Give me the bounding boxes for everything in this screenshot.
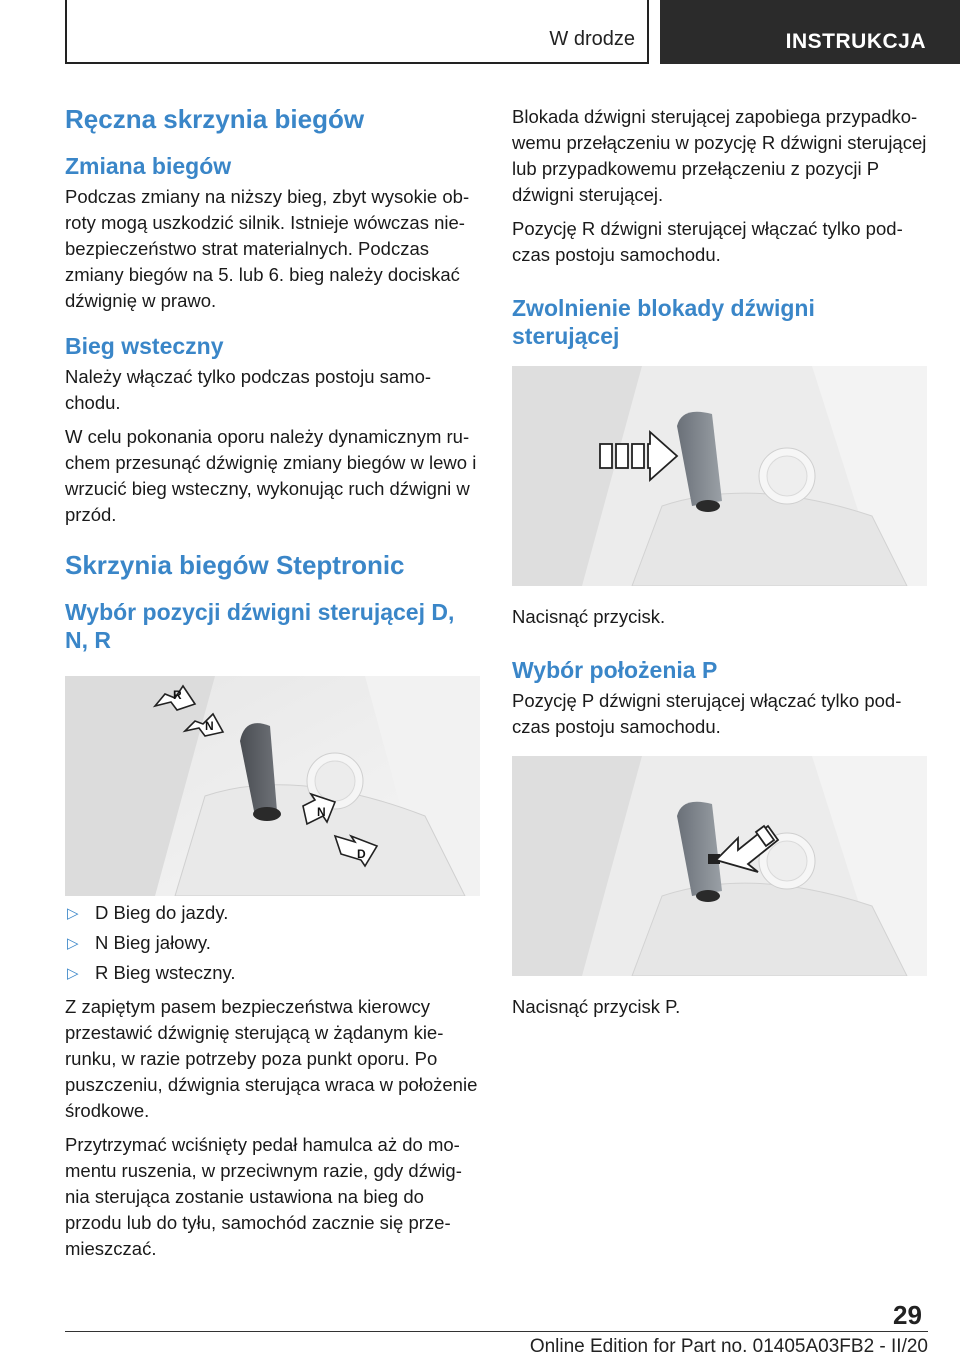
heading-select-p: Wybór położenia P xyxy=(512,657,718,683)
footer-edition: Online Edition for Part no. 01405A03FB2 - II/20 xyxy=(529,1336,928,1357)
figure-release-button xyxy=(512,366,927,586)
paragraph-p-only: Pozycję P dźwigni sterującej włączać tylko podczas postoju samochodu. xyxy=(512,690,902,737)
figure-label-n-bottom: N xyxy=(317,805,326,819)
paragraph-shifting: Podczas zmiany na niższy bieg, zbyt wysokie obroty mogą uszkodzić silnik. Istnieje wówczas niebezpieczeństwo strat materialnych. Podczas zmiany biegów na 5. lub 6. bieg należy dociskać dźwignię w prawo. xyxy=(65,186,470,311)
caption-press-p-button: Nacisnąć przycisk P. xyxy=(512,996,681,1017)
heading-manual-gearbox: Ręczna skrzynia biegów xyxy=(65,104,365,134)
chapter-tab: INSTRUKCJA xyxy=(660,0,960,64)
list-item: ▷ D Bieg do jazdy. xyxy=(65,900,480,926)
paragraph-seatbelt: Z zapiętym pasem bezpieczeństwa kierowcy przestawić dźwignię sterującą w żądanym kierunku, w razie potrzeby poza punkt oporu. Po puszczeniu, dźwignia sterująca wraca w położenie środkowe. xyxy=(65,996,478,1121)
heading-shifting: Zmiana biegów xyxy=(65,153,232,179)
heading-release-lock: Zwolnienie blokady dźwigni sterującej xyxy=(512,295,815,349)
footer-divider xyxy=(65,1331,928,1332)
left-column xyxy=(65,92,480,1262)
figure-p-button xyxy=(512,756,927,976)
figure-label-n-top: N xyxy=(205,719,214,733)
heading-reverse: Bieg wsteczny xyxy=(65,333,224,359)
figure-label-r: R xyxy=(173,688,182,702)
list-item: ▷ N Bieg jałowy. xyxy=(65,930,480,956)
paragraph-reverse-2: W celu pokonania oporu należy dynamicznym ruchem przesunąć dźwignię zmiany biegów w lewo i wrzucić bieg wsteczny, wykonując ruch dźwigni w przód. xyxy=(65,426,477,525)
header-frame xyxy=(65,0,649,64)
paragraph-r-only: Pozycję R dźwigni sterującej włączać tylko podczas postoju samochodu. xyxy=(512,218,903,265)
triangle-bullet-icon: ▷ xyxy=(67,905,79,922)
right-column xyxy=(512,92,928,1020)
section-title: W drodze xyxy=(549,28,635,50)
list-item: ▷ R Bieg wsteczny. xyxy=(65,960,480,986)
heading-steptronic: Skrzynia biegów Steptronic xyxy=(65,550,405,580)
triangle-bullet-icon: ▷ xyxy=(67,965,79,982)
figure-selector-lever-drn xyxy=(65,676,480,896)
triangle-bullet-icon: ▷ xyxy=(67,935,79,952)
figure-label-d: D xyxy=(357,847,366,861)
page-number: 29 xyxy=(893,1300,922,1330)
paragraph-lever-lock: Blokada dźwigni sterującej zapobiega przypadkowemu przełączeniu w pozycję R dźwigni sterującej lub przypadkowemu przełączeniu z pozycji P dźwigni sterującej. xyxy=(512,106,927,205)
paragraph-brake: Przytrzymać wciśnięty pedał hamulca aż do momentu ruszenia, w przeciwnym razie, gdy dźwignia sterująca zostanie ustawiona na bieg do przodu lub do tyłu, samochód zacznie się przemieszczać. xyxy=(65,1134,462,1259)
gear-position-list xyxy=(65,900,480,986)
caption-press-button: Nacisnąć przycisk. xyxy=(512,606,666,627)
heading-selector-drn: Wybór pozycji dźwigni sterującej D, N, R xyxy=(65,599,455,653)
paragraph-reverse-1: Należy włączać tylko podczas postoju samochodu. xyxy=(65,366,432,413)
